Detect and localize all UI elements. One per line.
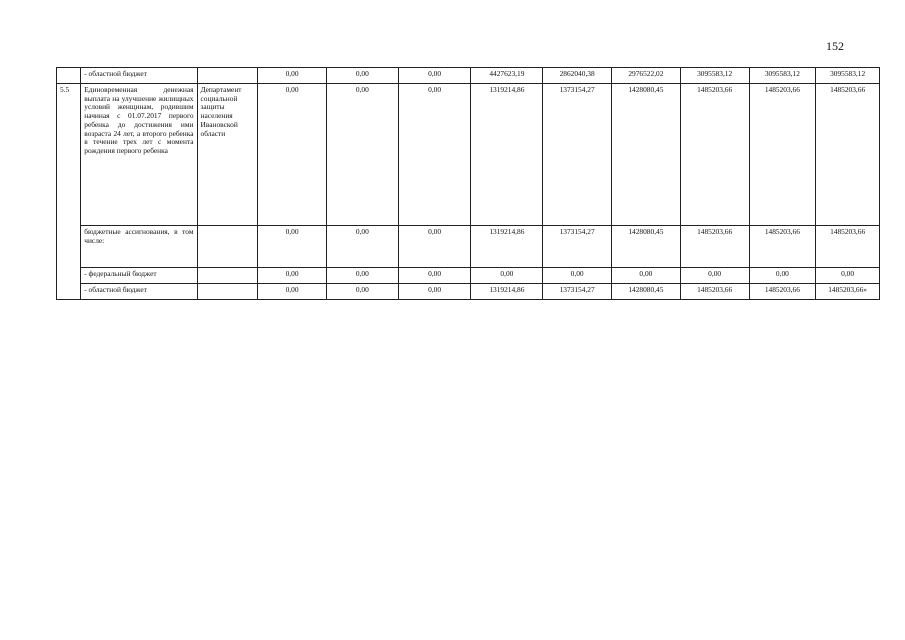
- value-cell: 0,00: [612, 268, 681, 284]
- value-cell: 4427623,19: [471, 68, 543, 84]
- value-cell: 1485203,66: [816, 226, 880, 268]
- value-cell: 0,00: [326, 284, 398, 300]
- budget-table: [56, 67, 880, 300]
- page-number: 152: [826, 39, 844, 53]
- value-cell: 0,00: [258, 84, 327, 226]
- value-cell: 3095583,12: [749, 68, 816, 84]
- row-name-cell: бюджетные ассигнования, в том числе:: [81, 226, 197, 268]
- value-cell: 0,00: [398, 268, 471, 284]
- value-cell: 1319214,86: [471, 284, 543, 300]
- value-cell: 1485203,66: [680, 284, 749, 300]
- value-cell: 0,00: [816, 268, 880, 284]
- value-cell: 0,00: [398, 68, 471, 84]
- value-cell: 0,00: [326, 84, 398, 226]
- table-row: [57, 68, 880, 84]
- value-cell: 1319214,86: [471, 84, 543, 226]
- value-cell: 1485203,66: [749, 84, 816, 226]
- value-cell: 0,00: [398, 84, 471, 226]
- value-cell: 1319214,86: [471, 226, 543, 268]
- value-cell: 0,00: [258, 68, 327, 84]
- value-cell: 0,00: [680, 268, 749, 284]
- row-name-cell: - федеральный бюджет: [81, 268, 197, 284]
- value-cell: 0,00: [326, 226, 398, 268]
- value-cell: 3095583,12: [816, 68, 880, 84]
- executor-cell: [197, 226, 258, 268]
- value-cell: 0,00: [258, 268, 327, 284]
- value-cell: 0,00: [749, 268, 816, 284]
- value-cell: 1485203,66: [680, 84, 749, 226]
- value-cell: 1485203,66: [816, 84, 880, 226]
- value-cell: 1428080,45: [612, 226, 681, 268]
- value-cell: 0,00: [398, 284, 471, 300]
- table-row: [57, 268, 880, 284]
- table-row: [57, 226, 880, 268]
- value-cell: 0,00: [258, 284, 327, 300]
- executor-cell: [197, 68, 258, 84]
- value-cell: 0,00: [398, 226, 471, 268]
- value-cell: 0,00: [543, 268, 612, 284]
- value-cell: 1485203,66: [749, 226, 816, 268]
- value-cell: 1428080,45: [612, 284, 681, 300]
- value-cell: 1373154,27: [543, 226, 612, 268]
- row-number-cell: 5.5: [57, 84, 81, 300]
- value-cell: 2976522,02: [612, 68, 681, 84]
- table-row: [57, 84, 880, 226]
- row-name-cell: Единовременная денежная выплата на улучшение жилищных условий женщинам, родившим начиная с 01.07.2017 первого ребенка до достижения ими возраста 24 лет, а второго ребенка в течение трех лет с момента рождения первого ребенка: [81, 84, 197, 226]
- value-cell: 3095583,12: [680, 68, 749, 84]
- value-cell: 1485203,66: [680, 226, 749, 268]
- value-cell: 1373154,27: [543, 84, 612, 226]
- table-row: [57, 284, 880, 300]
- row-name-cell: - областной бюджет: [81, 284, 197, 300]
- executor-cell: [197, 284, 258, 300]
- value-cell: 1485203,66»: [816, 284, 880, 300]
- value-cell: 1485203,66: [749, 284, 816, 300]
- executor-cell: Департамент социальной защиты населения Ивановской области: [197, 84, 258, 226]
- value-cell: 0,00: [258, 226, 327, 268]
- value-cell: 1428080,45: [612, 84, 681, 226]
- value-cell: 2862040,38: [543, 68, 612, 84]
- value-cell: 0,00: [326, 268, 398, 284]
- value-cell: 1373154,27: [543, 284, 612, 300]
- value-cell: 0,00: [471, 268, 543, 284]
- executor-cell: [197, 268, 258, 284]
- row-name-cell: - областной бюджет: [81, 68, 197, 84]
- value-cell: 0,00: [326, 68, 398, 84]
- row-number-cell: [57, 68, 81, 84]
